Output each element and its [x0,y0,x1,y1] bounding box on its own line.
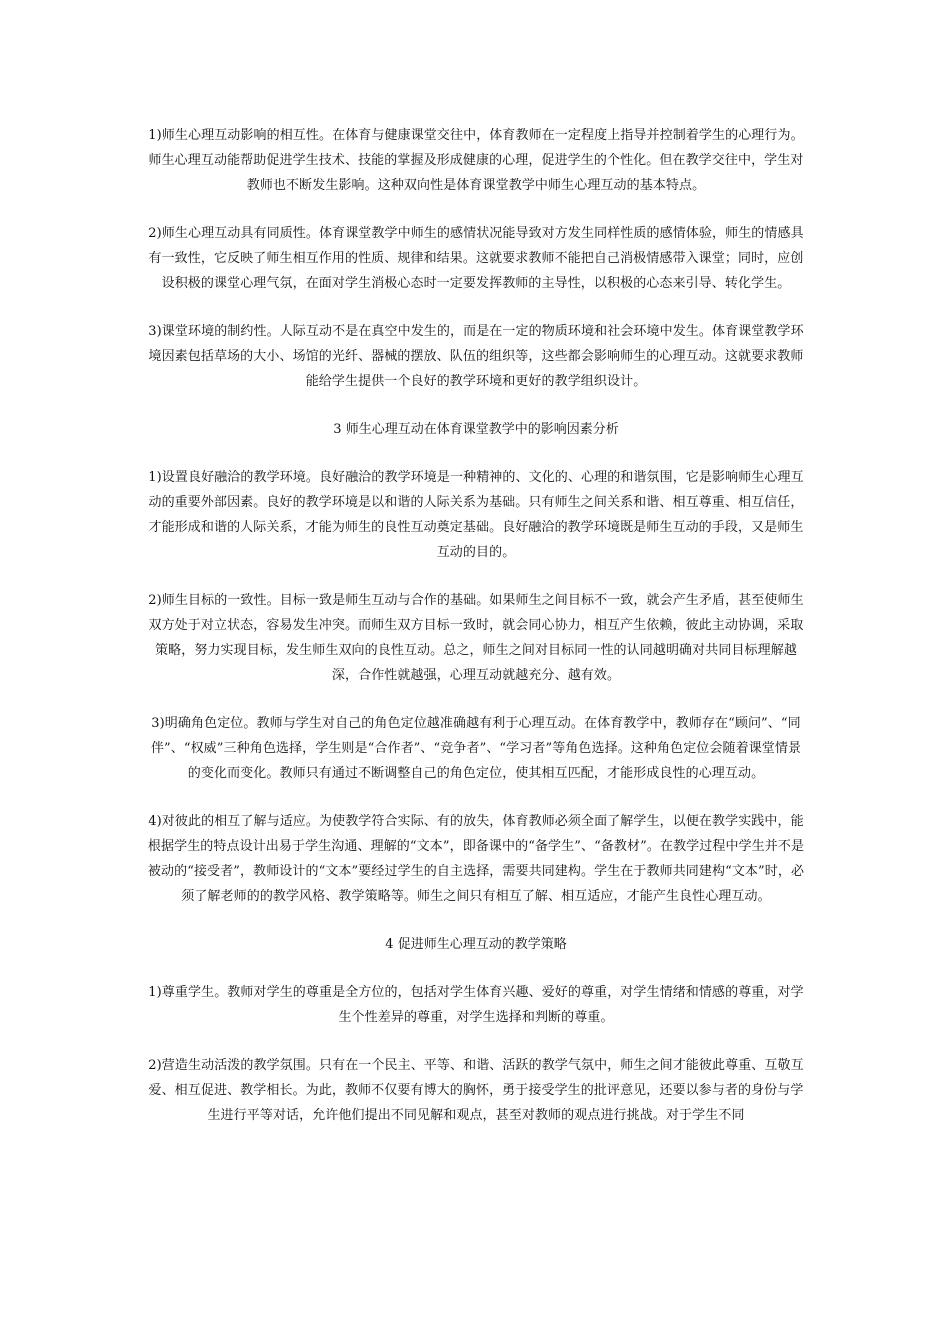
paragraph-interaction-mutuality: 1)师生心理互动影响的相互性。在体育与健康课堂交往中，体育教师在一定程度上指导并控制着学生的心理行为。师生心理互动能帮助促进学生技术、技能的掌握及形成健康的心理，促进学生的个性化。但在教学交往中，学生对教师也不断发生影响。这种双向性是体育课堂教学中师生心理互动的基本特点。 [148,128,804,193]
paragraph-goal-consistency: 2)师生目标的一致性。目标一致是师生互动与合作的基础。如果师生之间目标不一致，就会产生矛盾，甚至使师生双方处于对立状态，容易发生冲突。而师生双方目标一致时，就会同心协力，相互产生依赖，彼此主动协调，采取策略，努力实现目标，发生师生双向的良性互动。总之，师生之间对目标同一性的认同越明确对共同目标理解越深，合作性就越强，心理互动就越充分、越有效。 [148,593,804,683]
paragraph-mutual-understanding: 4)对彼此的相互了解与适应。为使教学符合实际、有的放失，体育教师必须全面了解学生，以便在教学实践中，能根据学生的特点设计出易于学生沟通、理解的“文本”，即备课中的“备学生”、“备教材”。在教学过程中学生并不是被动的“接受者”，教师设计的“文本”要经过学生的自主选择，需要共同建构。学生在于教师共同建构“文本”时，必须了解老师的的教学风格、教学策略等。师生之间只有相互了解、相互适应，才能产生良性心理互动。 [147,814,805,904]
document-page [145,123,807,1128]
paragraph-role-positioning: 3)明确角色定位。教师与学生对自己的角色定位越准确越有利于心理互动。在体育教学中，教师存在“顾问”、“同伴”、“权威”三种角色选择，学生则是“合作者”、“竞争者”、“学习者”等角色选择。这种角色定位会随着课堂情景的变化而变化。教师只有通过不断调整自己的角色定位，使其相互匹配，才能形成良性的心理互动。 [150,716,802,781]
paragraph-interaction-homogeneity: 2)师生心理互动具有同质性。体育课堂教学中师生的感情状况能导致对方发生同样性质的感情体验，师生的情感具有一致性，它反映了师生相互作用的性质、规律和结果。这就要求教师不能把自己消极情感带入课堂；同时，应创设积极的课堂心理气氛，在面对学生消极心态时一定要发挥教师的主导性，以积极的心态来引导、转化学生。 [148,226,804,291]
section-heading-3: 3 师生心理互动在体育课堂教学中的影响因素分析 [333,422,619,437]
paragraph-teaching-environment: 1)设置良好融洽的教学环境。良好融洽的教学环境是一种精神的、文化的、心理的和谐氛围，它是影响师生心理互动的重要外部因素。良好的教学环境是以和谐的人际关系为基础。只有师生之间关系和谐、相互尊重、相互信任，才能形成和谐的人际关系，才能为师生的良性互动奠定基础。良好融洽的教学环境既是师生互动的手段，又是师生互动的目的。 [148,470,804,560]
paragraph-environment-constraint: 3)课堂环境的制约性。人际互动不是在真空中发生的，而是在一定的物质环境和社会环境中发生。体育课堂教学环境因素包括草场的大小、场馆的光纤、器械的摆放、队伍的组织等，这些都会影响师生的心理互动。这就要求教师能给学生提供一个良好的教学环境和更好的教学组织设计。 [148,324,804,389]
paragraph-teaching-atmosphere: 2)营造生动活泼的教学氛围。只有在一个民主、平等、和谐、活跃的教学气氛中，师生之间才能彼此尊重、互敬互爱、相互促进、教学相长。为此，教师不仅要有博大的胸怀，勇于接受学生的批评意见，还要以参与者的身份与学生进行平等对话，允许他们提出不同见解和观点，甚至对教师的观点进行挑战。对于学生不同 [148,1058,804,1123]
paragraph-respect-students: 1)尊重学生。教师对学生的尊重是全方位的，包括对学生体育兴趣、爱好的尊重，对学生情绪和情感的尊重，对学生个性差异的尊重，对学生选择和判断的尊重。 [148,985,804,1025]
section-heading-4: 4 促进师生心理互动的教学策略 [385,937,567,952]
